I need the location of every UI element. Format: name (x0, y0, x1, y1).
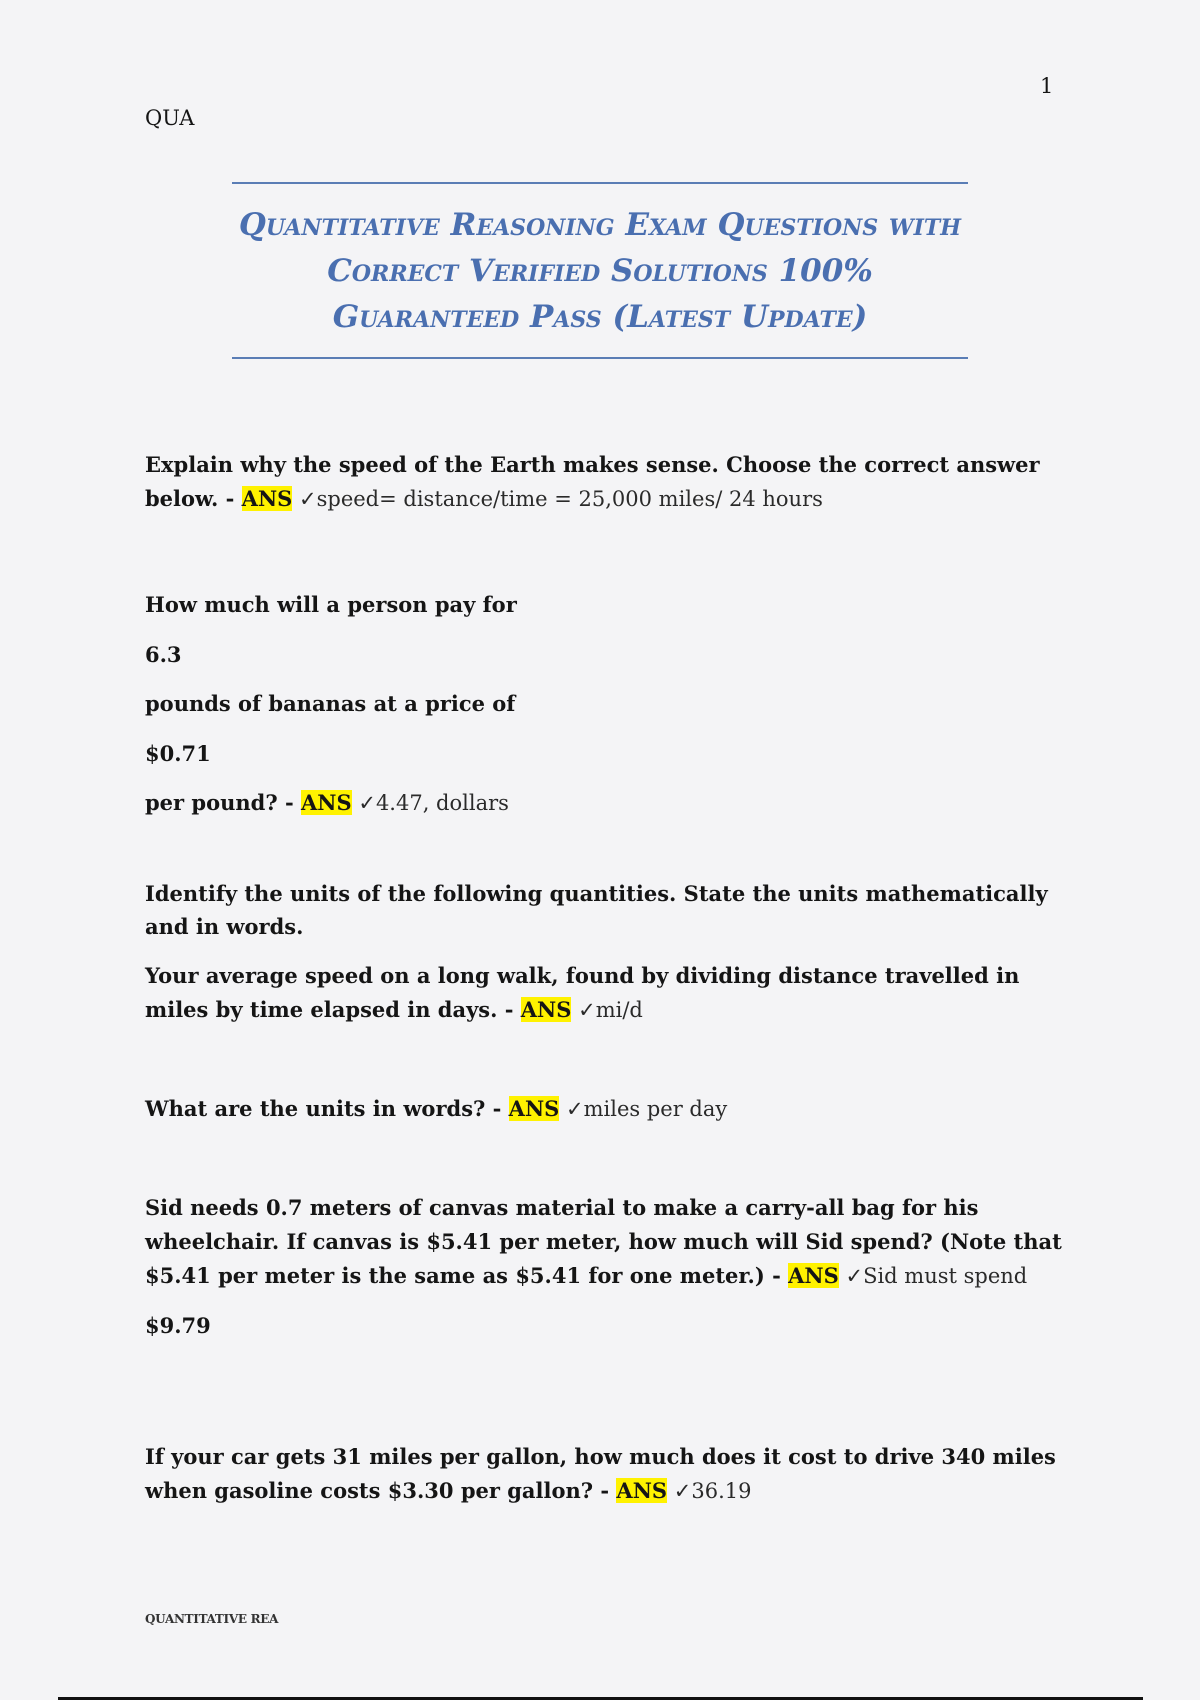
running-footer: QUANTITATIVE REA (145, 1612, 279, 1626)
question-text: Your average speed on a long walk, found by dividing distance travelled in miles by time elapsed in days. - (145, 963, 1020, 1022)
check-icon: ✓ (673, 1479, 692, 1503)
answer-value: $9.79 (145, 1313, 211, 1338)
check-icon: ✓ (845, 1264, 864, 1288)
question-text: Sid needs 0.7 meters of canvas material to make a carry-all bag for his wheelchair. If canvas is $5.41 per meter, how much will Sid spend? (Note that $5.41 per meter is the same as $5.41 for one meter.) - (145, 1195, 1062, 1288)
answer-text: speed= distance/time = 25,000 miles/ 24 hours (316, 487, 823, 511)
ans-label: ANS (788, 1263, 839, 1288)
ans-label: ANS (616, 1478, 668, 1503)
question-5 (145, 1191, 1065, 1342)
title-line: Guaranteed Pass (Latest Update) (332, 299, 868, 335)
question-text: If your car gets 31 miles per gallon, how much does it cost to drive 340 miles when gasoline costs $3.30 per gallon? - (145, 1444, 1056, 1503)
question-1 (145, 448, 1065, 516)
question-text: pounds of bananas at a price of (145, 691, 516, 716)
check-icon: ✓ (578, 998, 596, 1022)
check-icon: ✓ (299, 487, 317, 511)
answer-text: miles per day (583, 1097, 728, 1121)
page-number: 1 (1040, 74, 1054, 98)
title-line: Quantitative Reasoning Exam Questions with (238, 207, 962, 243)
question-text: How much will a person pay for (145, 592, 517, 617)
question-6 (145, 1440, 1065, 1508)
question-value: 6.3 (145, 641, 182, 667)
question-text: What are the units in words? - (145, 1096, 509, 1121)
answer-text: 4.47, dollars (375, 791, 509, 815)
answer-text: 36.19 (691, 1479, 752, 1503)
ans-label: ANS (300, 790, 352, 815)
ans-label: ANS (508, 1096, 560, 1121)
question-intro: Identify the units of the following quantities. State the units mathematically and in words. (145, 881, 1048, 939)
question-value: $0.71 (145, 740, 211, 766)
check-icon: ✓ (358, 791, 376, 815)
title-bottom-rule (232, 357, 968, 359)
question-4 (145, 1092, 1065, 1126)
question-text: Explain why the speed of the Earth makes sense. Choose the correct answer below. - (145, 452, 1040, 511)
title-line: Correct Verified Solutions 100% (327, 253, 873, 289)
check-icon: ✓ (566, 1097, 584, 1121)
question-3 (145, 877, 1065, 1027)
question-2 (145, 580, 1065, 829)
question-text: per pound? - (145, 790, 301, 815)
document-title (200, 202, 1000, 340)
answer-text: Sid must spend (863, 1264, 1028, 1288)
ans-label: ANS (520, 997, 572, 1022)
answer-text: mi/d (595, 998, 643, 1022)
running-header: QUA (145, 106, 195, 130)
title-top-rule (232, 182, 968, 184)
ans-label: ANS (241, 486, 293, 511)
